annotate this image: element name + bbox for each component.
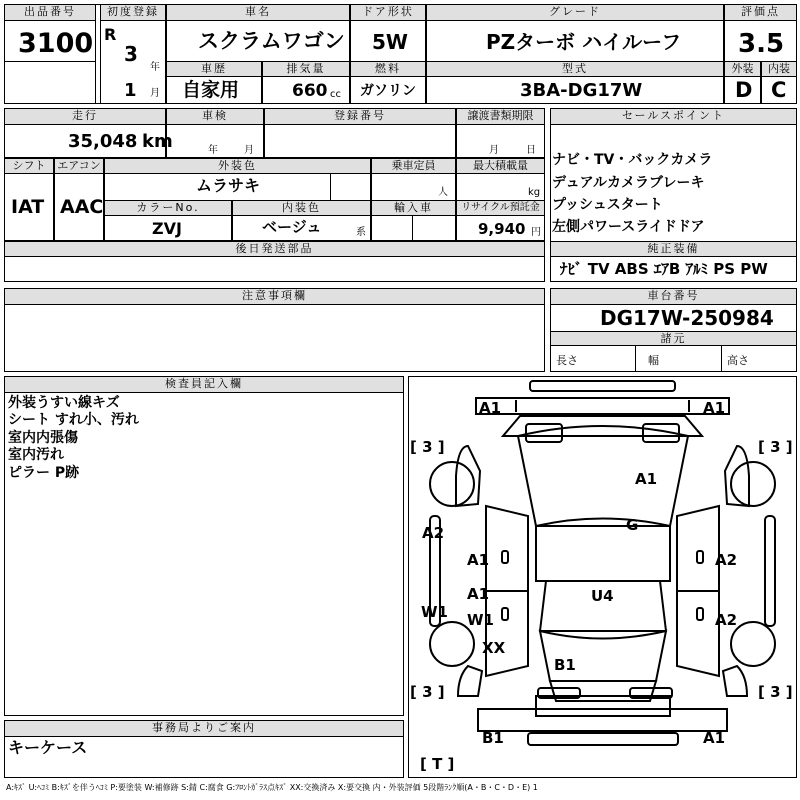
reg-month: 1 [124,80,137,101]
notes-label: 注意事項欄 [4,288,545,305]
displacement-label: 排気量 [262,61,350,77]
dims-label: 諸元 [550,331,797,346]
interior-label: 内装 [761,61,797,77]
recycle-value: 9,940 [478,220,526,238]
exterior-label: 外装 [724,61,761,77]
damage-mark: A1 [479,399,502,417]
shift-value: IAT [11,196,45,218]
recycle-unit: 円 [531,227,541,238]
lot-label: 出品番号 [4,4,96,21]
later-parts-label: 後日発送部品 [4,241,545,257]
inspector-line: ピラー P跡 [8,465,80,481]
tire-marker: [ 3 ] [758,438,793,456]
sales-point: デュアルカメラブレーキ [552,175,705,191]
transfer-label: 譲渡書類期限 [456,108,545,125]
damage-mark: A2 [422,524,445,542]
ac-label: エアコン [54,158,104,174]
office-label: 事務局よりご案内 [4,720,404,737]
tire-marker: [ 3 ] [758,683,793,701]
trunk-marker: [ T ] [420,755,455,773]
exterior-grade: D [735,78,753,102]
transfer-month: 月 [489,145,499,156]
width-label: 幅 [648,354,659,367]
inspector-label: 検査員記入欄 [4,376,404,393]
first-reg-label: 初度登録 [100,4,166,21]
ac-value: AAC [60,196,104,218]
inspection-month: 月 [244,145,254,156]
lot-number: 3100 [18,28,94,59]
history-value: 自家用 [182,79,240,101]
year-unit: 年 [150,62,160,73]
ext-color-sub-cell [330,173,371,201]
damage-mark: A2 [715,611,738,629]
ext-color-value: ムラサキ [196,176,261,195]
damage-mark: W1 [467,611,494,629]
sales-point: ナビ・TV・バックカメラ [552,152,713,168]
fuel-label: 燃料 [350,61,426,77]
inspector-line: 外装うすい線キズ [8,395,120,411]
score-label: 評価点 [724,4,797,21]
car-name: スクラムワゴン [198,29,345,53]
int-color-label: 内装色 [232,200,371,216]
import-cell-a [371,215,413,241]
mileage-value: 35,048 [68,131,138,152]
transfer-day: 日 [526,145,536,156]
car-diagram [408,376,797,778]
damage-mark: U4 [591,587,614,605]
chassis-label: 車台番号 [550,288,797,305]
reg-year: 3 [124,42,138,66]
damage-mark: B1 [554,656,576,674]
tire-marker: [ 3 ] [410,683,445,701]
sales-point: プッシュスタート [552,197,663,213]
inspection-label: 車検 [166,108,264,125]
interior-grade: C [771,78,787,102]
model-value: 3BA-DG17W [520,80,643,101]
height-label: 高さ [727,354,749,367]
ext-color-label: 外装色 [104,158,371,174]
reg-number-label: 登録番号 [264,108,456,125]
shift-label: シフト [4,158,54,174]
capacity-unit: 人 [438,187,448,198]
displacement-value: 660 [292,81,328,101]
displacement-unit: cc [330,89,341,100]
int-color-unit: 系 [356,227,366,238]
genuine-label: 純正装備 [550,241,797,257]
inspector-line: 室内内張傷 [8,430,78,446]
month-unit: 月 [150,88,160,99]
history-label: 車歴 [166,61,262,77]
inspector-line: シート すれ小、汚れ [8,412,139,428]
length-label: 長さ [556,354,578,367]
office-text: キーケース [8,738,88,757]
grade-value: PZターボ ハイルーフ [486,30,682,54]
model-label: 型式 [426,61,724,77]
load-label: 最大積載量 [456,158,545,174]
mileage-label: 走行 [4,108,166,125]
color-no-label: カラーNo. [104,200,232,216]
import-label: 輸入車 [371,200,456,216]
damage-mark: B1 [482,729,504,747]
legend-text: A:ｷｽﾞ U:ﾍｺﾐ B:ｷｽﾞを伴うﾍｺﾐ P:要塗装 W:補修跡 S:錆 C:腐食 G:ﾌﾛﾝﾄｶﾞﾗｽ点ｷｽﾞ XX:交換済み X:要交換 内・外装評価 5段階ﾗﾝｸ順(A・B・C・D・E) 1 [6,783,538,792]
recycle-label: リサイクル預託金 [456,200,545,216]
damage-mark: W1 [421,603,448,621]
chassis-value: DG17W-250984 [600,306,774,330]
grade-label: グレード [426,4,724,21]
load-unit: kg [528,187,541,198]
later-parts-cell [4,256,545,282]
damage-mark: A1 [703,399,726,417]
damage-mark: A1 [467,585,490,603]
damage-mark: A1 [703,729,726,747]
mileage-unit: km [142,131,173,152]
door-label: ドア形状 [350,4,426,21]
reg-number-cell [264,124,456,158]
int-color-value: ベージュ [262,218,322,236]
inspection-year: 年 [208,145,218,156]
sales-point: 左側パワースライドドア [552,219,705,235]
sales-label: セールスポイント [550,108,797,125]
genuine-value: ﾅﾋﾞ TV ABS ｴｱB ｱﾙﾐ PS PW [560,260,768,278]
tire-marker: [ 3 ] [410,438,445,456]
damage-mark: A1 [467,551,490,569]
damage-mark: XX [482,639,506,657]
lot-extra-cell [4,61,96,104]
damage-mark: G [626,516,639,534]
import-cell-b [412,215,456,241]
damage-mark: A1 [635,470,658,488]
era: R [104,25,117,44]
inspector-line: 室内汚れ [8,447,64,463]
color-no-value: ZVJ [152,219,182,238]
score-value: 3.5 [738,29,785,59]
name-label: 車名 [166,4,350,21]
door-value: 5W [372,30,408,54]
damage-mark: A2 [715,551,738,569]
fuel-value: ガソリン [360,83,416,99]
capacity-label: 乗車定員 [371,158,456,174]
